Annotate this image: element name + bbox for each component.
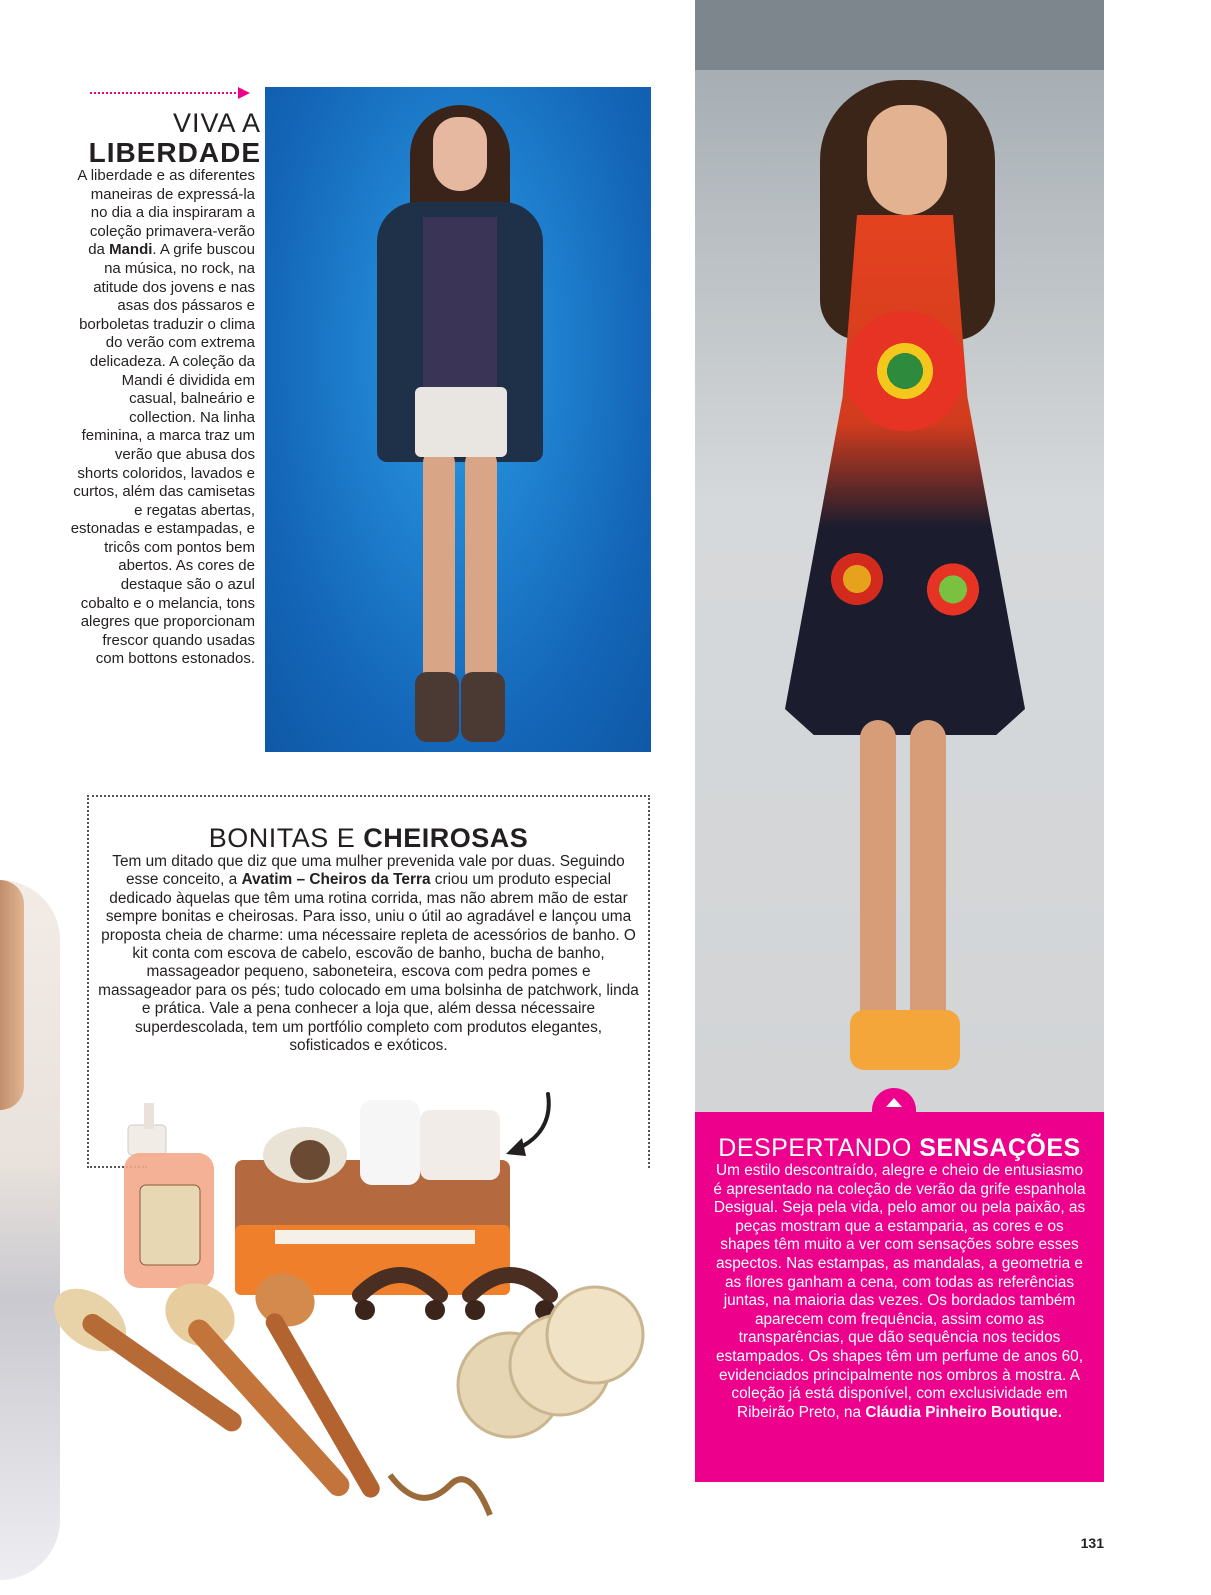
viva-title: [89, 108, 261, 168]
mandi-model-photo: [265, 87, 651, 752]
despertando-title: [695, 1134, 1104, 1162]
desigual-runway-photo: [695, 0, 1104, 1120]
bonitas-article-text: [98, 853, 639, 1055]
bonitas-title-light: BONITAS E: [208, 823, 364, 853]
viva-article-text: [70, 167, 255, 669]
bath-kit-products-photo: [40, 1095, 660, 1575]
arrow-right-icon: [90, 87, 250, 99]
despertando-title-light: DESPERTANDO: [718, 1134, 920, 1162]
viva-text-part: A liberdade e as diferentes maneiras de expressá-la no dia a dia inspiraram a coleção primavera-verão da: [77, 167, 255, 259]
despertando-article-text: [710, 1162, 1089, 1422]
viva-title-light: VIVA A: [172, 108, 261, 138]
bonitas-title-bold: CHEIROSAS: [363, 823, 529, 853]
despertando-brand: Cláudia Pinheiro Boutique.: [865, 1403, 1062, 1421]
viva-title-bold: LIBERDADE: [88, 137, 261, 168]
despertando-text-part: Um estilo descontraído, alegre e cheio de entusiasmo é apresentado na coleção de verão da grife espanhola Desigual. Seja pela vida, pelo amor ou pela paixão, as peças mostram que a estamparia, as cores e os shapes têm muito a ver com sensações sobre esses aspectos. Nas estampas, as mandalas, a geometria e as flores ganham a cena, com todas as referências juntas, na maioria das vezes. Os bordados também aparecem com frequência, assim como as transparências, que dão sequência nos tecidos estampados. Os shapes têm um perfume de anos 60, evidenciados principalmente nos ombros à mostra. A coleção já está disponível, com exclusividade em Ribeirão Preto, na: [713, 1162, 1086, 1421]
bonitas-text-part: Tem um ditado que diz que uma mulher prevenida vale por duas. Seguindo esse conceito, a: [112, 853, 625, 889]
viva-text-part: . A grife buscou na música, no rock, na atitude dos jovens e nas asas dos pássaros e borboletas traduzir o clima do verão com extrema delicadeza. A coleção da Mandi é dividida em casual, balneário e collection. Na linha feminina, a marca traz um verão que abusa dos shorts coloridos, lavados e curtos, além das camisetas e regatas abertas, estonadas e estampadas, e tricôs com pontos bem abertos. As cores de destaque são o azul cobalto e o melancia, tons alegres que proporcionam frescor quando usadas com bottons estonados.: [70, 241, 255, 668]
page-number: 131: [1080, 1535, 1104, 1551]
bonitas-title: [87, 823, 650, 853]
bonitas-brand: Avatim – Cheiros da Terra: [241, 871, 431, 889]
despertando-title-bold: SENSAÇÕES: [919, 1134, 1081, 1162]
viva-brand: Mandi: [109, 241, 153, 259]
bonitas-text-part: criou um produto especial dedicado àquelas que têm uma rotina corrida, mas não abrem mão de estar sempre bonitas e cheirosas. Para isso, uniu o útil ao agradável e lançou uma proposta cheia de charme: uma nécessaire repleta de acessórios de banho. O kit conta com escova de cabelo, escovão de banho, bucha de banho, massageador pequeno, saboneteira, escova com pedra pomes e massageador para os pés; tudo colocado em uma bolsinha de patchwork, linda e prática. Vale a pena conhecer a loja que, além dessa nécessaire superdescolada, tem um portfólio completo com produtos elegantes, sofisticados e exóticos.: [98, 871, 639, 1055]
